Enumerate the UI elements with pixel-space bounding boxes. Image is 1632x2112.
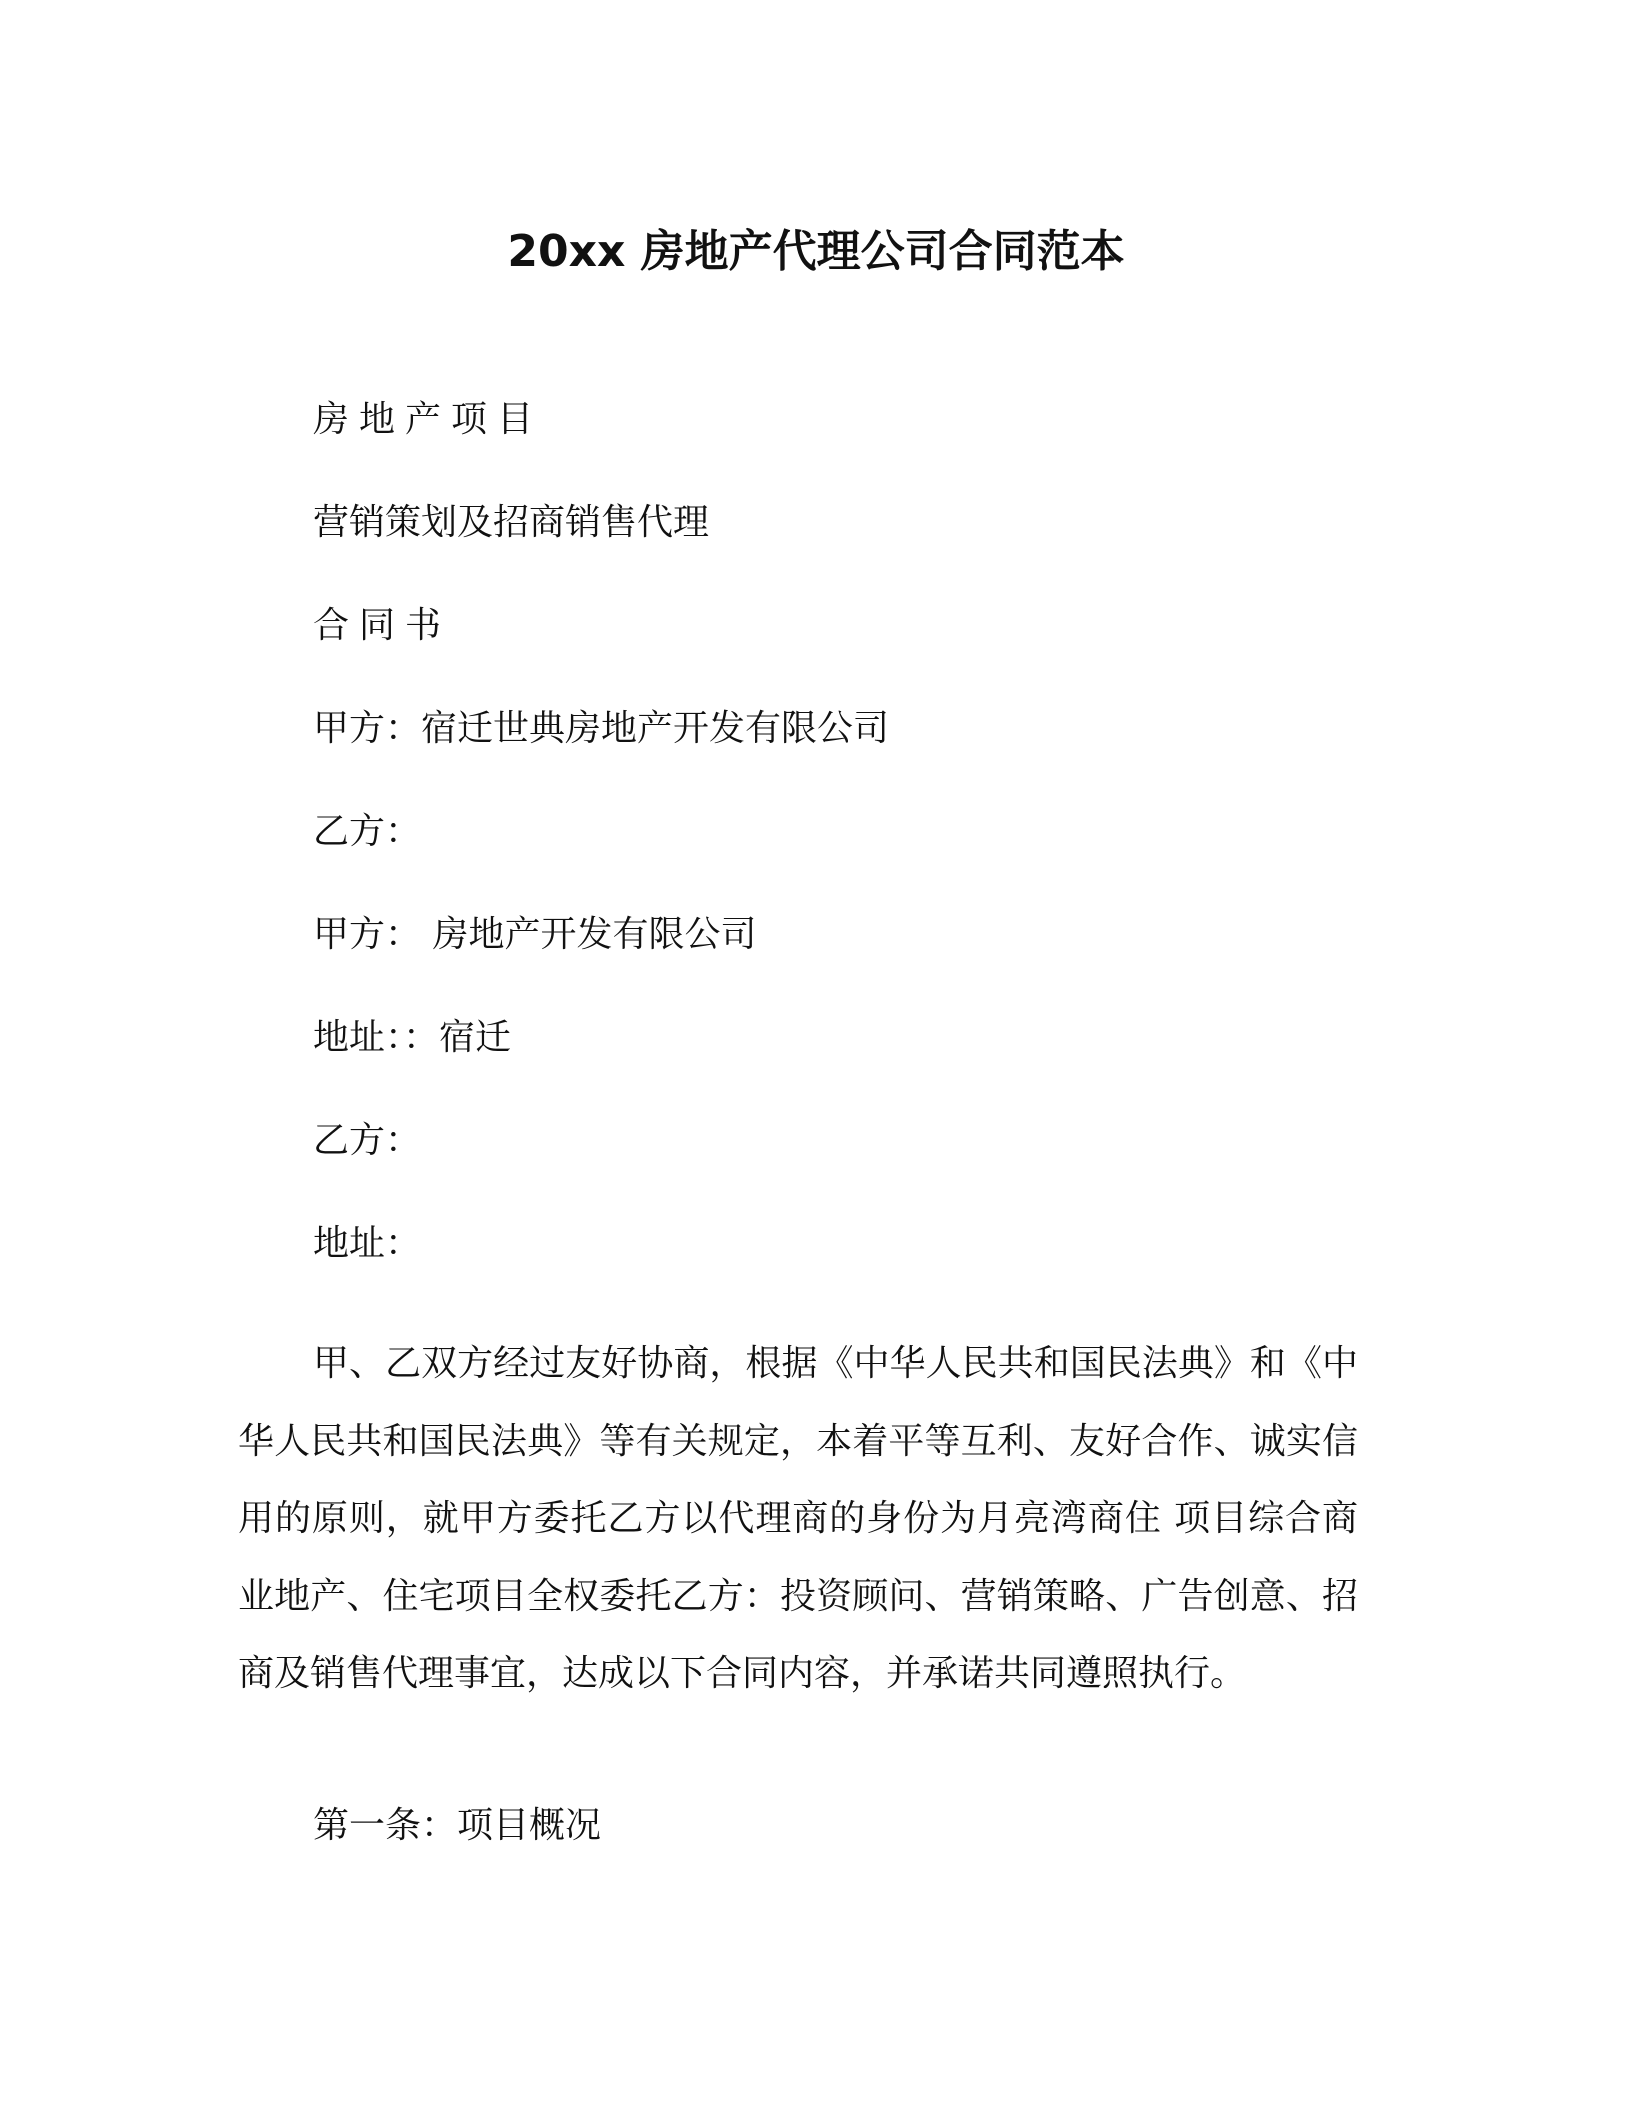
contract-heading: 合同书	[313, 605, 452, 646]
project-heading: 房地产项目	[313, 399, 544, 440]
document-title: 20xx 房地产代理公司合同范本	[507, 226, 1125, 277]
party-a-detail-line: 甲方： 房地产开发有限公司	[313, 914, 757, 955]
party-b-line: 乙方：	[313, 811, 422, 852]
agreement-paragraph: 甲、乙双方经过友好协商，根据《中华人民共和国民法典》和《中华人民共和国民法典》等有关规定，本着平等互利、友好合作、诚实信用的原则，就甲方委托乙方以代理商的身份为月亮湾商住 项目综合商业地产、住宅项目全权委托乙方：投资顾问、营销策略、广告创意、招商及销售代理事宜，达成以下合同内容，并承诺共同遵照执行。	[238, 1343, 1358, 1694]
section-heading: 第一条：项目概况	[313, 1805, 602, 1846]
service-heading: 营销策划及招商销售代理	[313, 502, 710, 543]
party-b-detail-line: 乙方：	[313, 1120, 422, 1161]
party-b-address-line: 地址：	[313, 1223, 422, 1264]
party-a-address-line: 地址：：宿迁	[313, 1017, 512, 1058]
party-a-line: 甲方：宿迁世典房地产开发有限公司	[313, 708, 890, 749]
